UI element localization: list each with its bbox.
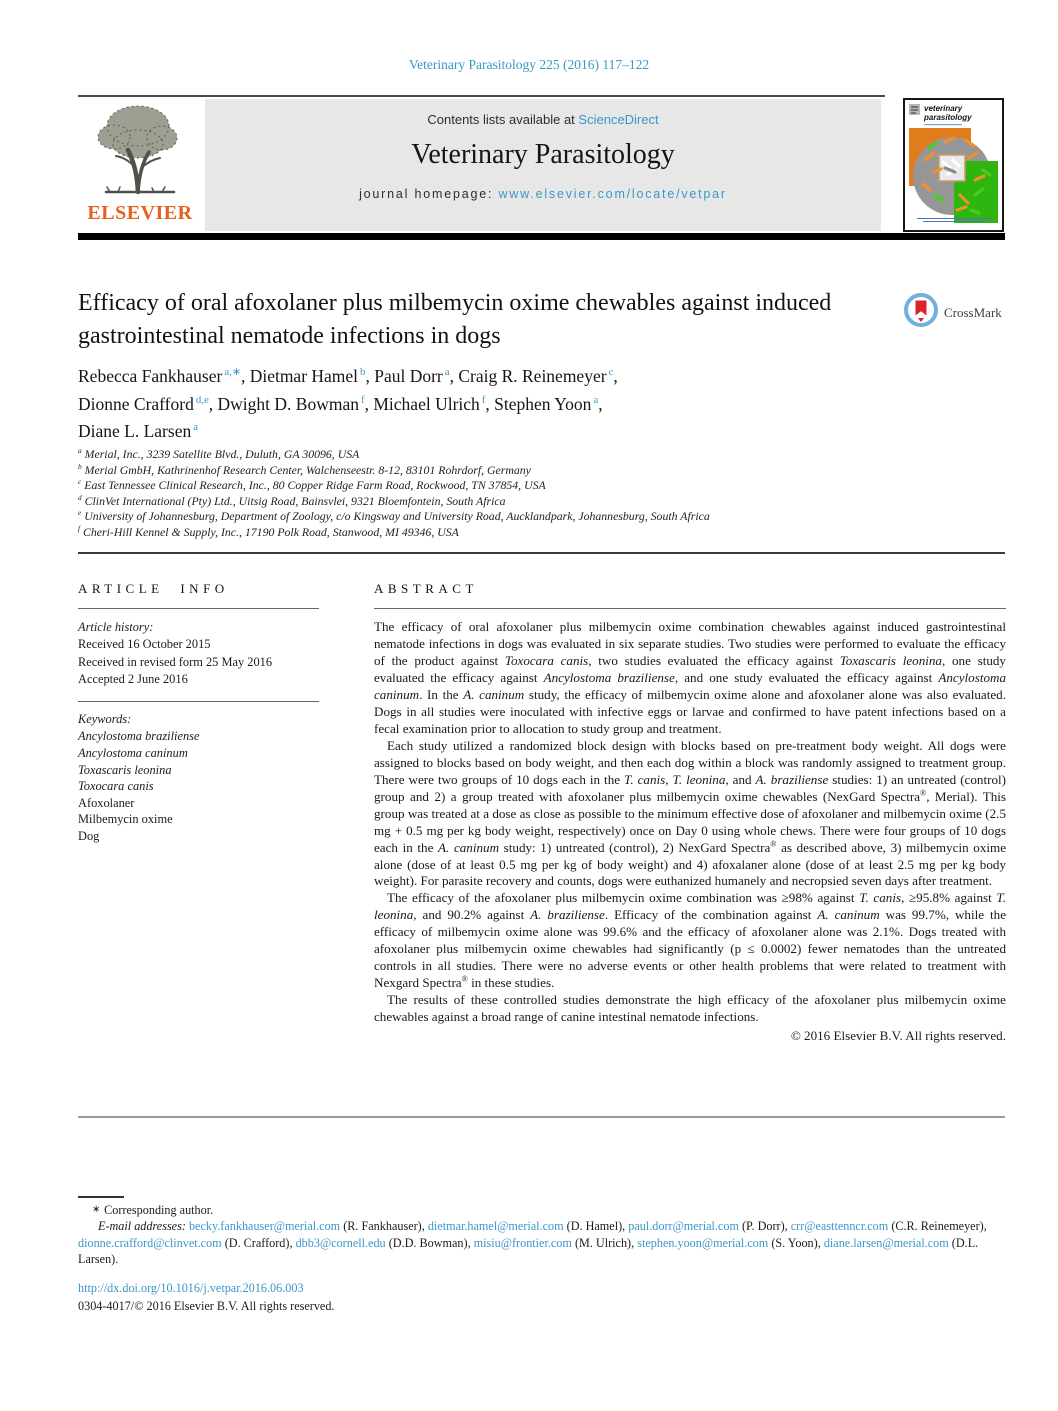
cover-title-line2: parasitology [924, 113, 972, 122]
issn-copyright-line: 0304-4017/© 2016 Elsevier B.V. All rights reserved. [78, 1299, 335, 1313]
history-list [78, 636, 319, 688]
contents-line [205, 112, 881, 127]
keyword: Dog [78, 828, 100, 843]
footnote-rule [78, 1196, 124, 1198]
affiliation: $^b$ Merial GmbH, Kathrinenhof Research Center, Walchenseestr. 8-12, 83101 Rohrdorf, Germany [78, 461, 531, 477]
email-link[interactable]: becky.fankhauser@merial.com [188, 1219, 341, 1234]
keyword-list [78, 728, 319, 844]
keywords-label: Keywords: [78, 712, 132, 727]
author-name: Dwight D. Bowman $^f$ [217, 393, 365, 414]
doi-link[interactable]: http://dx.doi.org/10.1016/j.vetpar.2016.06.003 [78, 1281, 304, 1295]
affiliation: $^e$ University of Johannesburg, Department of Zoology, c/o Kingsway and University Road, Aucklandpark, Johannesburg, South Africa [78, 508, 710, 524]
history-label: Article history: [78, 620, 154, 635]
abstract-bottom-rule [78, 1116, 1005, 1118]
email-addresses [78, 1218, 1006, 1267]
author-name: Paul Dorr $^a$ [374, 366, 450, 386]
history-item: Received 16 October 2015 [78, 637, 211, 652]
keyword: Ancylostoma caninum [78, 745, 188, 760]
corresponding-text: Corresponding author. [104, 1203, 214, 1217]
header-rule [78, 95, 885, 97]
asterisk-marker: ∗ [92, 1204, 101, 1215]
emails-label: E-mail addresses: [98, 1219, 186, 1234]
keyword: Afoxolaner [78, 795, 135, 810]
homepage-label: journal homepage: [359, 187, 499, 201]
article-title: Efficacy of oral afoxolaner plus milbemycin oxime chewables against induced gastrointestinal nematode infections in dogs [78, 290, 832, 349]
email-link[interactable]: stephen.yoon@merial.com [637, 1235, 769, 1250]
homepage-line [205, 187, 881, 201]
article-info-column [78, 581, 319, 845]
email-link[interactable]: dietmar.hamel@merial.com [427, 1219, 564, 1234]
email-link[interactable]: diane.larsen@merial.com [823, 1235, 949, 1250]
sciencedirect-link[interactable]: ScienceDirect [578, 112, 659, 127]
affiliation-list [78, 447, 990, 541]
author-name: Dionne Crafford $^{d,e}$ [78, 393, 209, 414]
crossmark-badge[interactable] [903, 292, 1015, 333]
author-name: Rebecca Fankhauser $^{a,∗}$ [78, 366, 241, 386]
abstract-rule [374, 608, 1006, 609]
abstract-paragraph: The results of these controlled studies demonstrate the high efficacy of the afoxolaner plus milbemycin oxime chewables against a broad range of canine intestinal nematode infections. [374, 992, 1006, 1025]
journal-cover-thumbnail[interactable] [903, 98, 1004, 232]
abstract-paragraph: Each study utilized a randomized block design with blocks based on pre-treatment body weight. All dogs were assigned to blocks based on body weight, and then each dog within a block was randomly assigned to treatment group. There were two groups of 10 dogs each in the T. canis, T. leonina, and A. braziliense studies: 1) an untreated (control) group and 2) a group treated with afoxolaner plus milbemycin oxime chewables (NexGard Spectra®, Merial). This group was treated at a dose as close as possible to the minimum effective dose of afoxolaner and milbemycin oxime (2.5 mg + 0.5 mg per kg body weight, respectively) once on Day 0 using whole chews. There were four groups of 10 dogs each in the A. caninum study: 1) untreated (control), 2) NexGard Spectra® as described above, 3) milbemycin oxime alone (dose of at least 0.5 mg per kg of body weight) and 4) afoxalaner alone (dose of at least 2.5 mg per kg body weight). For parasite recovery and counts, dogs were euthanized humanely and necropsied seven days after treatment. [374, 737, 1007, 889]
contents-text: Contents lists available at [427, 112, 579, 127]
masthead-band [205, 99, 881, 231]
keywords-rule [78, 701, 319, 702]
abstract-paragraphs [374, 619, 1006, 1026]
crossmark-label: CrossMark [944, 304, 1002, 320]
elsevier-wordmark: ELSEVIER [87, 202, 193, 224]
masthead-divider-bar [78, 233, 1005, 240]
crossmark-icon [903, 292, 939, 333]
journal-title: Veterinary Parasitology [411, 139, 675, 170]
keyword: Toxascaris leonina [78, 762, 172, 777]
email-link[interactable]: crr@easttenncr.com [790, 1219, 889, 1234]
email-link[interactable]: dbb3@cornell.edu [295, 1235, 386, 1250]
elsevier-tree-icon [88, 183, 192, 200]
article-info-rule [78, 608, 319, 609]
affiliation: $^d$ ClinVet International (Pty) Ltd., Uitsig Road, Bainsvlei, 9321 Bloemfontein, South Africa [78, 492, 506, 508]
keyword: Milbemycin oxime [78, 812, 173, 827]
affiliation: $^f$ Cheri-Hill Kennel & Supply, Inc., 17190 Polk Road, Stanwood, MI 49346, USA [78, 524, 459, 539]
title-block-rule [78, 552, 1005, 554]
affiliation: $^c$ East Tennessee Clinical Research, Inc., 80 Copper Ridge Farm Road, Rockwood, TN 37854, USA [78, 477, 546, 493]
email-link[interactable]: dionne.crafford@clinvet.com [78, 1235, 222, 1250]
abstract-column [374, 581, 1006, 1044]
footnote-block [78, 1202, 1006, 1268]
email-link[interactable]: paul.dorr@merial.com [628, 1219, 739, 1234]
email-list: becky.fankhauser@merial.com (R. Fankhauser), dietmar.hamel@merial.com (D. Hamel), paul.dorr@merial.com (P. Dorr), crr@easttenncr.com (C.R. Reinemeyer), dionne.crafford@clinvet.com (D. Crafford), dbb3@cornell.edu (D.D. Bowman), misiu@frontier.com (M. Ulrich), stephen.yoon@merial.com (S. Yoon), diane.larsen@merial.com (D.L. Larsen). [78, 1219, 987, 1267]
author-name: Stephen Yoon $^a$ [494, 393, 599, 414]
abstract-paragraph: The efficacy of oral afoxolaner plus milbemycin oxime combination chewables against induced gastrointestinal nematode infections in dogs was evaluated in six separate studies. Two studies were performed to evaluate the efficacy of the product against Toxocara canis, two studies evaluated the efficacy against Toxascaris leonina, one study evaluated the efficacy against Ancylostoma braziliense, and one study evaluated the efficacy against Ancylostoma caninum. In the A. caninum study, the efficacy of milbemycin oxime alone and afoxolaner alone was also evaluated. Dogs in all studies were inoculated with infective eggs or larvae and confirmed to have patent infections based on a fecal examination prior to allocation to study group and treatment. [374, 619, 1007, 736]
author-name: Michael Ulrich $^f$ [373, 393, 486, 414]
cover-title-line1: veterinary [924, 104, 963, 113]
email-link[interactable]: misiu@frontier.com [473, 1235, 572, 1250]
history-item: Accepted 2 June 2016 [78, 671, 188, 686]
homepage-link[interactable]: www.elsevier.com/locate/vetpar [498, 187, 727, 201]
author-name: Dietmar Hamel $^b$ [249, 366, 366, 386]
article-info-heading: ARTICLE INFO [78, 581, 229, 596]
keyword: Ancylostoma braziliense [78, 729, 200, 744]
abstract-paragraph: The efficacy of the afoxolaner plus milbemycin oxime combination was ≥98% against T. canis, ≥95.8% against T. leonina, and 90.2% against A. braziliense. Efficacy of the combination against A. caninum was 99.7%, while the efficacy of milbemycin oxime alone was 99.6% and the efficacy of afoxolaner alone was 2.1%. Dogs treated with afoxolaner plus milbemycin oxime chewables had significantly (p ≤ 0.0002) fewer nematodes than the untreated controls in all studies. There were no adverse events or other health problems that were related to treatment with Nexgard Spectra® in these studies. [374, 890, 1007, 991]
history-item: Received in revised form 25 May 2016 [78, 654, 273, 669]
author-name: Craig R. Reinemeyer $^c$ [458, 366, 614, 386]
citation-header: Veterinary Parasitology 225 (2016) 117–122 [408, 57, 650, 72]
elsevier-logo[interactable] [80, 100, 200, 225]
abstract-copyright: © 2016 Elsevier B.V. All rights reserved. [790, 1028, 1006, 1044]
corresponding-author-note [78, 1202, 1006, 1218]
keyword: Toxocara canis [78, 779, 154, 794]
affiliation: $^a$ Merial, Inc., 3239 Satellite Blvd., Duluth, GA 30096, USA [78, 446, 360, 461]
abstract-heading: ABSTRACT [374, 581, 478, 596]
author-name: Diane L. Larsen $^a$ [78, 421, 199, 441]
author-list: Rebecca Fankhauser $^{a,∗}$, Dietmar Hamel $^b$, Paul Dorr $^a$, Craig R. Reinemeyer $^c$, Dionne Crafford $^{d,e}$, Dwight D. Bowman $^f$, Michael Ulrich $^f$, Stephen Yoon $^a$, Diane L. Larsen $^a$ [78, 366, 618, 441]
